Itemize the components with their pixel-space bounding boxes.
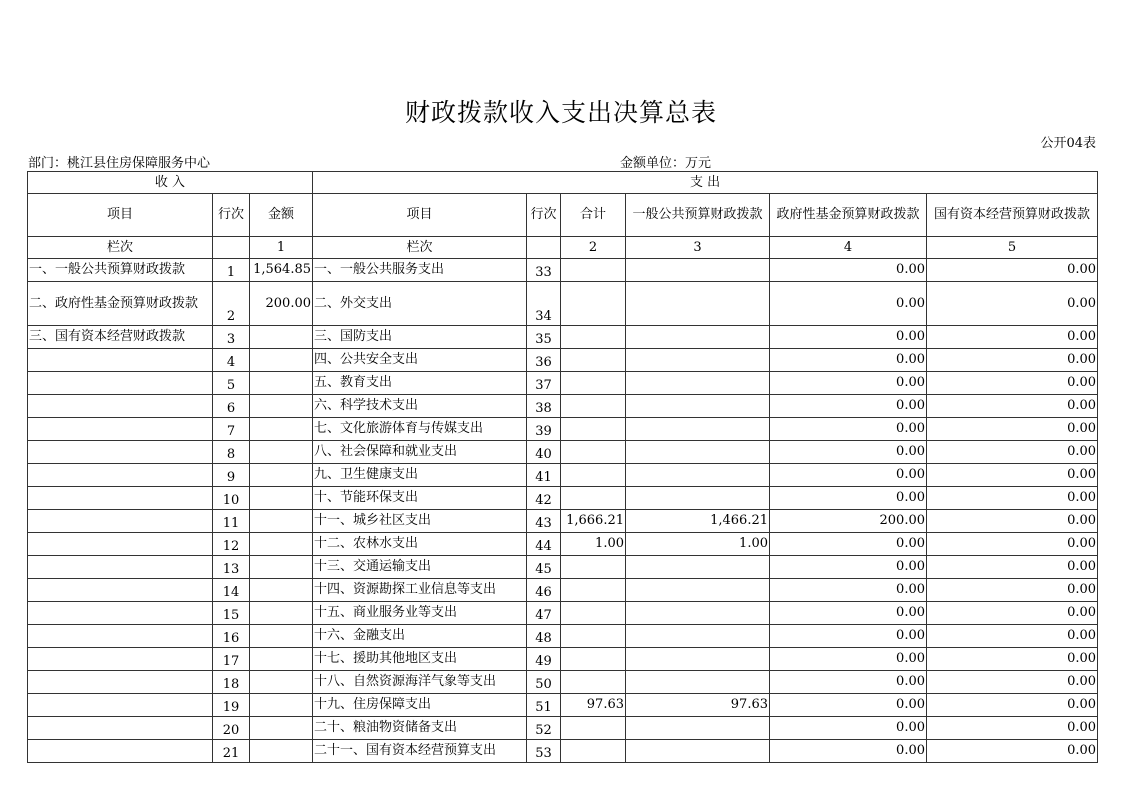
general-budget-cell [626,372,770,395]
income-amount-cell [250,579,313,602]
expense-line-cell: 33 [527,259,561,282]
col-header-income-amount: 金额 [250,194,313,237]
total-cell: 1,666.21 [561,510,626,533]
col-header-state-capital: 国有资本经营预算财政拨款 [927,194,1098,237]
fund-budget-cell: 0.00 [770,648,927,671]
header-row-sections [28,172,1098,194]
state-capital-cell: 0.00 [927,282,1098,326]
general-budget-cell [626,441,770,464]
income-line-cell: 11 [213,510,250,533]
col-header-income-item: 项目 [28,194,213,237]
total-cell: 1.00 [561,533,626,556]
fund-budget-cell: 0.00 [770,372,927,395]
expense-line-cell: 39 [527,418,561,441]
income-line-cell: 10 [213,487,250,510]
income-item-cell: 三、国有资本经营财政拨款 [28,326,213,349]
expense-line-cell: 36 [527,349,561,372]
table-row [28,648,1098,671]
income-amount-cell [250,740,313,763]
expense-line-cell: 38 [527,395,561,418]
expense-line-cell: 49 [527,648,561,671]
table-row [28,395,1098,418]
expense-item-cell: 五、教育支出 [313,372,527,395]
income-item-cell [28,694,213,717]
header-row-columns [28,194,1098,237]
expense-line-cell: 48 [527,625,561,648]
income-line-cell: 18 [213,671,250,694]
col-number-empty [527,237,561,259]
state-capital-cell: 0.00 [927,326,1098,349]
income-item-cell [28,579,213,602]
fund-budget-cell: 0.00 [770,441,927,464]
income-amount-cell [250,671,313,694]
state-capital-cell: 0.00 [927,259,1098,282]
fund-budget-cell: 0.00 [770,395,927,418]
general-budget-cell [626,717,770,740]
col-header-expense-item: 项目 [313,194,527,237]
income-amount-cell [250,694,313,717]
state-capital-cell: 0.00 [927,533,1098,556]
fund-budget-cell: 0.00 [770,259,927,282]
expense-item-cell: 三、国防支出 [313,326,527,349]
expense-item-cell: 十七、援助其他地区支出 [313,648,527,671]
expense-line-cell: 45 [527,556,561,579]
expense-item-cell: 十五、商业服务业等支出 [313,602,527,625]
income-item-cell [28,602,213,625]
income-item-cell [28,648,213,671]
income-line-cell: 6 [213,395,250,418]
state-capital-cell: 0.00 [927,349,1098,372]
expense-item-cell: 十八、自然资源海洋气象等支出 [313,671,527,694]
income-line-cell: 16 [213,625,250,648]
col-label-income: 栏次 [28,237,213,259]
general-budget-cell [626,464,770,487]
total-cell [561,740,626,763]
table-row [28,717,1098,740]
income-amount-cell: 1,564.85 [250,259,313,282]
income-item-cell [28,740,213,763]
table-row [28,625,1098,648]
col-number-3: 3 [626,237,770,259]
table-row [28,602,1098,625]
income-line-cell: 7 [213,418,250,441]
income-item-cell [28,671,213,694]
col-number-4: 4 [770,237,927,259]
fund-budget-cell: 0.00 [770,671,927,694]
table-row [28,418,1098,441]
general-budget-cell [626,579,770,602]
table-row [28,556,1098,579]
income-amount-cell [250,556,313,579]
total-cell [561,625,626,648]
general-budget-cell [626,487,770,510]
state-capital-cell: 0.00 [927,395,1098,418]
expense-item-cell: 一、一般公共服务支出 [313,259,527,282]
table-row [28,510,1098,533]
expense-line-cell: 50 [527,671,561,694]
amount-unit-label: 金额单位：万元 [620,156,712,171]
expense-line-cell: 35 [527,326,561,349]
general-budget-cell [626,625,770,648]
state-capital-cell: 0.00 [927,602,1098,625]
table-row [28,259,1098,282]
table-row [28,282,1098,326]
expense-item-cell: 十九、住房保障支出 [313,694,527,717]
expense-item-cell: 十二、农林水支出 [313,533,527,556]
general-budget-cell [626,648,770,671]
total-cell [561,671,626,694]
expense-item-cell: 十三、交通运输支出 [313,556,527,579]
total-cell: 97.63 [561,694,626,717]
expense-line-cell: 51 [527,694,561,717]
state-capital-cell: 0.00 [927,418,1098,441]
income-amount-cell [250,602,313,625]
income-line-cell: 20 [213,717,250,740]
general-budget-cell [626,740,770,763]
budget-table [27,171,1098,763]
income-amount-cell [250,326,313,349]
income-item-cell [28,510,213,533]
income-amount-cell [250,487,313,510]
fund-budget-cell: 0.00 [770,349,927,372]
income-line-cell: 21 [213,740,250,763]
income-item-cell [28,487,213,510]
general-budget-cell [626,671,770,694]
fund-budget-cell: 0.00 [770,533,927,556]
fund-budget-cell: 200.00 [770,510,927,533]
expense-section-header: 支 出 [313,172,1098,194]
fund-budget-cell: 0.00 [770,717,927,740]
general-budget-cell: 97.63 [626,694,770,717]
income-amount-cell: 200.00 [250,282,313,326]
income-amount-cell [250,349,313,372]
total-cell [561,395,626,418]
expense-line-cell: 52 [527,717,561,740]
income-amount-cell [250,441,313,464]
income-line-cell: 9 [213,464,250,487]
expense-line-cell: 41 [527,464,561,487]
income-amount-cell [250,510,313,533]
form-code: 公开04表 [1040,136,1096,151]
fund-budget-cell: 0.00 [770,464,927,487]
income-item-cell [28,418,213,441]
state-capital-cell: 0.00 [927,625,1098,648]
income-line-cell: 8 [213,441,250,464]
expense-item-cell: 九、卫生健康支出 [313,464,527,487]
general-budget-cell [626,395,770,418]
income-amount-cell [250,717,313,740]
total-cell [561,602,626,625]
income-item-cell [28,395,213,418]
state-capital-cell: 0.00 [927,372,1098,395]
fund-budget-cell: 0.00 [770,740,927,763]
income-item-cell [28,625,213,648]
table-row [28,740,1098,763]
income-line-cell: 4 [213,349,250,372]
expense-item-cell: 十、节能环保支出 [313,487,527,510]
income-line-cell: 19 [213,694,250,717]
total-cell [561,464,626,487]
col-label-expense: 栏次 [313,237,527,259]
table-row [28,441,1098,464]
expense-line-cell: 44 [527,533,561,556]
income-item-cell [28,556,213,579]
income-amount-cell [250,395,313,418]
general-budget-cell [626,259,770,282]
general-budget-cell [626,282,770,326]
expense-line-cell: 37 [527,372,561,395]
income-line-cell: 5 [213,372,250,395]
state-capital-cell: 0.00 [927,694,1098,717]
income-line-cell: 1 [213,259,250,282]
income-item-cell [28,441,213,464]
fund-budget-cell: 0.00 [770,487,927,510]
income-section-header: 收 入 [28,172,313,194]
state-capital-cell: 0.00 [927,579,1098,602]
total-cell [561,648,626,671]
col-header-income-line: 行次 [213,194,250,237]
income-item-cell [28,533,213,556]
table-row [28,372,1098,395]
general-budget-cell [626,349,770,372]
general-budget-cell: 1,466.21 [626,510,770,533]
expense-item-cell: 二、外交支出 [313,282,527,326]
total-cell [561,372,626,395]
expense-line-cell: 40 [527,441,561,464]
total-cell [561,326,626,349]
table-row [28,533,1098,556]
expense-line-cell: 46 [527,579,561,602]
fund-budget-cell: 0.00 [770,579,927,602]
income-item-cell [28,372,213,395]
fund-budget-cell: 0.00 [770,418,927,441]
general-budget-cell [626,326,770,349]
income-amount-cell [250,625,313,648]
income-line-cell: 3 [213,326,250,349]
income-item-cell [28,464,213,487]
department-label: 部门：桃江县住房保障服务中心 [28,156,211,171]
general-budget-cell [626,556,770,579]
income-line-cell: 15 [213,602,250,625]
col-header-total: 合计 [561,194,626,237]
income-item-cell: 一、一般公共预算财政拨款 [28,259,213,282]
state-capital-cell: 0.00 [927,717,1098,740]
expense-item-cell: 二十、粮油物资储备支出 [313,717,527,740]
income-item-cell [28,349,213,372]
col-header-expense-line: 行次 [527,194,561,237]
expense-item-cell: 十六、金融支出 [313,625,527,648]
state-capital-cell: 0.00 [927,441,1098,464]
total-cell [561,259,626,282]
expense-item-cell: 八、社会保障和就业支出 [313,441,527,464]
general-budget-cell [626,602,770,625]
income-item-cell: 二、政府性基金预算财政拨款 [28,282,213,326]
table-row [28,464,1098,487]
expense-item-cell: 十四、资源勘探工业信息等支出 [313,579,527,602]
total-cell [561,349,626,372]
fund-budget-cell: 0.00 [770,556,927,579]
income-amount-cell [250,464,313,487]
expense-item-cell: 四、公共安全支出 [313,349,527,372]
expense-line-cell: 53 [527,740,561,763]
table-row [28,671,1098,694]
expense-item-cell: 六、科学技术支出 [313,395,527,418]
expense-line-cell: 47 [527,602,561,625]
col-header-general-budget: 一般公共预算财政拨款 [626,194,770,237]
income-item-cell [28,717,213,740]
expense-line-cell: 42 [527,487,561,510]
income-amount-cell [250,418,313,441]
report-title: 财政拨款收入支出决算总表 [404,98,717,127]
table-row [28,349,1098,372]
col-number-1: 1 [250,237,313,259]
state-capital-cell: 0.00 [927,510,1098,533]
total-cell [561,717,626,740]
state-capital-cell: 0.00 [927,740,1098,763]
general-budget-cell [626,418,770,441]
state-capital-cell: 0.00 [927,671,1098,694]
fund-budget-cell: 0.00 [770,694,927,717]
col-number-2: 2 [561,237,626,259]
income-line-cell: 17 [213,648,250,671]
total-cell [561,418,626,441]
expense-item-cell: 十一、城乡社区支出 [313,510,527,533]
expense-item-cell: 七、文化旅游体育与传媒支出 [313,418,527,441]
table-row [28,579,1098,602]
total-cell [561,579,626,602]
expense-line-cell: 43 [527,510,561,533]
total-cell [561,487,626,510]
income-line-cell: 12 [213,533,250,556]
col-number-5: 5 [927,237,1098,259]
fund-budget-cell: 0.00 [770,602,927,625]
total-cell [561,282,626,326]
fund-budget-cell: 0.00 [770,282,927,326]
table-row [28,694,1098,717]
income-line-cell: 13 [213,556,250,579]
expense-line-cell: 34 [527,282,561,326]
income-amount-cell [250,648,313,671]
table-row [28,326,1098,349]
state-capital-cell: 0.00 [927,648,1098,671]
total-cell [561,556,626,579]
total-cell [561,441,626,464]
general-budget-cell: 1.00 [626,533,770,556]
income-line-cell: 2 [213,282,250,326]
fund-budget-cell: 0.00 [770,326,927,349]
income-line-cell: 14 [213,579,250,602]
state-capital-cell: 0.00 [927,487,1098,510]
col-header-fund-budget: 政府性基金预算财政拨款 [770,194,927,237]
expense-item-cell: 二十一、国有资本经营预算支出 [313,740,527,763]
state-capital-cell: 0.00 [927,556,1098,579]
table-row [28,487,1098,510]
header-row-column-numbers [28,237,1098,259]
fund-budget-cell: 0.00 [770,625,927,648]
col-number-empty [213,237,250,259]
income-amount-cell [250,372,313,395]
income-amount-cell [250,533,313,556]
state-capital-cell: 0.00 [927,464,1098,487]
